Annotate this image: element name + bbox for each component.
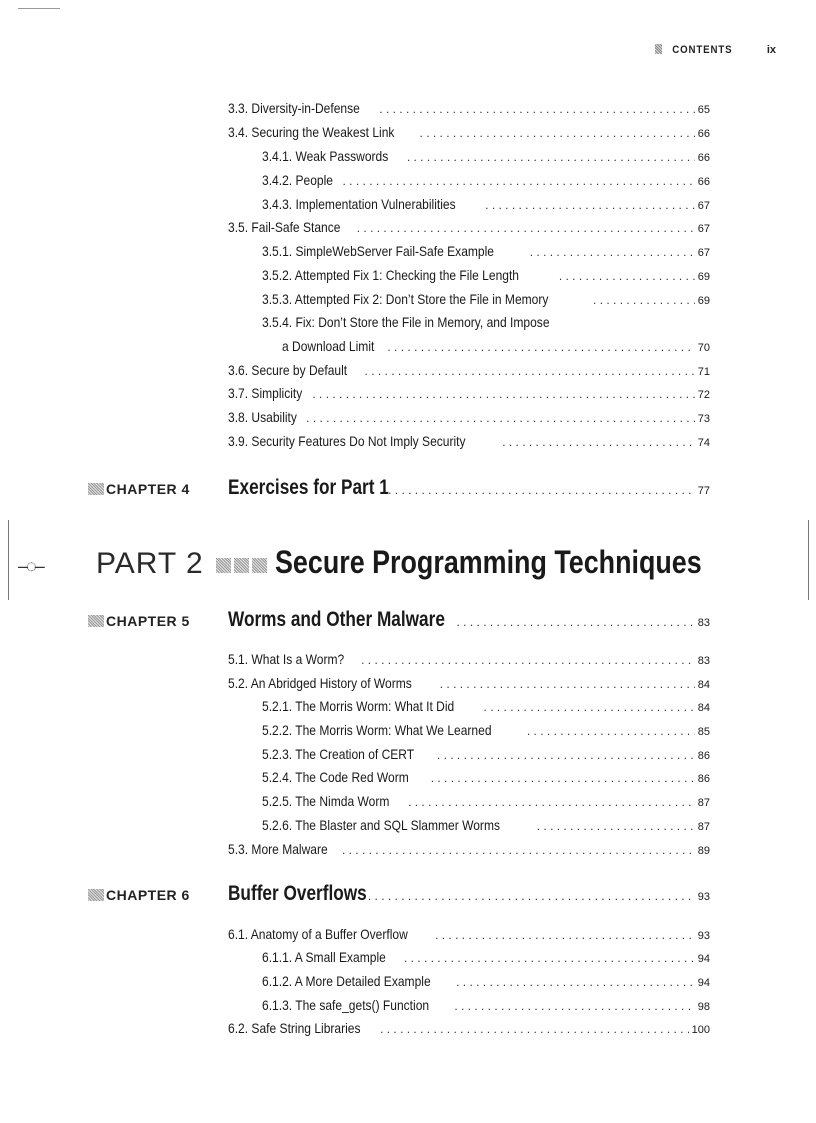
toc-entry-page: 87 xyxy=(697,821,710,833)
chapter-page: 83 xyxy=(697,617,710,629)
toc-entry-page: 98 xyxy=(697,1001,710,1013)
toc-entry-title: 3.5.2. Attempted Fix 1: Checking the File Length xyxy=(262,267,520,283)
toc-entry-title: 6.1. Anatomy of a Buffer Overflow xyxy=(228,926,408,942)
toc-entry-title: 3.6. Secure by Default xyxy=(228,362,348,378)
toc-entry-title: 3.3. Diversity-in-Defense xyxy=(228,100,360,116)
chapter-heading[interactable] xyxy=(228,882,710,906)
toc-entry[interactable] xyxy=(262,147,710,167)
running-head-label: CONTENTS xyxy=(672,44,733,56)
toc-entry-title: 3.5. Fail-Safe Stance xyxy=(228,219,341,235)
toc-entry-title: 6.1.1. A Small Example xyxy=(262,949,386,965)
toc-entry-page: 84 xyxy=(697,702,710,714)
chapter-title: Buffer Overflows xyxy=(228,882,367,905)
toc-entry-page: 86 xyxy=(697,750,710,762)
toc-entry-page: 83 xyxy=(697,655,710,667)
toc-entry-title: 5.2.2. The Morris Worm: What We Learned xyxy=(262,722,492,738)
toc-entry-continuation[interactable] xyxy=(282,337,710,357)
toc-entry[interactable] xyxy=(262,721,710,741)
square-bullet-icon xyxy=(88,889,104,901)
margin-line-left xyxy=(8,520,9,600)
toc-entry[interactable] xyxy=(262,171,710,191)
toc-entry[interactable] xyxy=(262,313,596,331)
chapter-page: 77 xyxy=(697,485,710,497)
toc-entry-title: 3.9. Security Features Do Not Imply Security xyxy=(228,433,466,449)
toc-entry-page: 72 xyxy=(697,389,710,401)
chapter-title: Exercises for Part 1 xyxy=(228,476,389,499)
toc-entry-title: 3.7. Simplicity xyxy=(228,385,303,401)
toc-entry-page: 70 xyxy=(697,342,710,354)
toc-entry[interactable] xyxy=(262,745,710,765)
toc-entry-title: 5.1. What Is a Worm? xyxy=(228,651,345,667)
toc-entry[interactable] xyxy=(262,266,710,286)
toc-entry-page: 94 xyxy=(697,953,710,965)
toc-entry-page: 69 xyxy=(697,295,710,307)
registration-mark-icon: –◌– xyxy=(18,556,43,576)
toc-entry-title: 3.4.2. People xyxy=(262,172,333,188)
toc-entry[interactable] xyxy=(228,218,710,238)
toc-entry-title: 5.2.5. The Nimda Worm xyxy=(262,793,390,809)
toc-entry-page: 87 xyxy=(697,797,710,809)
toc-entry-title: 5.2.3. The Creation of CERT xyxy=(262,746,415,762)
chapter-heading[interactable] xyxy=(228,608,710,632)
toc-entry[interactable] xyxy=(228,925,710,945)
toc-entry[interactable] xyxy=(262,242,710,262)
toc-entry-page: 84 xyxy=(697,679,710,691)
toc-entry[interactable] xyxy=(262,792,710,812)
toc-entry[interactable] xyxy=(228,408,710,428)
toc-entry[interactable] xyxy=(262,290,710,310)
part-separator-icon xyxy=(216,558,267,573)
chapter-heading[interactable] xyxy=(228,476,710,500)
toc-entry-page: 66 xyxy=(697,152,710,164)
toc-entry-title: 6.1.3. The safe_gets() Function xyxy=(262,997,430,1013)
chapter-label: CHAPTER 4 xyxy=(88,481,190,497)
chapter-label: CHAPTER 5 xyxy=(88,613,190,629)
toc-entry-title: 3.4.3. Implementation Vulnerabilities xyxy=(262,196,456,212)
page-number: ix xyxy=(766,44,776,56)
toc-entry[interactable] xyxy=(262,697,710,717)
toc-entry[interactable] xyxy=(228,384,710,404)
toc-entry[interactable] xyxy=(262,948,710,968)
toc-entry-title: 5.2.1. The Morris Worm: What It Did xyxy=(262,698,455,714)
part-title: Secure Programming Techniques xyxy=(274,544,702,580)
toc-entry[interactable] xyxy=(262,816,710,836)
toc-entry-page: 93 xyxy=(697,930,710,942)
square-bullet-icon xyxy=(88,483,104,495)
margin-line-right xyxy=(808,520,809,600)
toc-entry-title: 6.2. Safe String Libraries xyxy=(228,1020,361,1036)
toc-entry-page: 67 xyxy=(697,223,710,235)
square-bullet-icon xyxy=(88,615,104,627)
chapter-label: CHAPTER 6 xyxy=(88,887,190,903)
toc-entry-title: 5.2.4. The Code Red Worm xyxy=(262,769,409,785)
chapter-page: 93 xyxy=(697,891,710,903)
toc-entry[interactable] xyxy=(262,972,710,992)
toc-entry-page: 94 xyxy=(697,977,710,989)
part-label: PART 2 xyxy=(96,547,204,580)
toc-entry-page: 73 xyxy=(697,413,710,425)
toc-entry-title: 5.3. More Malware xyxy=(228,841,328,857)
toc-entry[interactable] xyxy=(262,996,710,1016)
toc-entry-page: 67 xyxy=(697,200,710,212)
toc-entry[interactable] xyxy=(228,432,710,452)
toc-entry-page: 69 xyxy=(697,271,710,283)
toc-entry[interactable] xyxy=(228,840,710,860)
toc-entry-title: 5.2. An Abridged History of Worms xyxy=(228,675,412,691)
toc-entry-page: 66 xyxy=(697,128,710,140)
toc-entry-title: 3.5.4. Fix: Don’t Store the File in Memory, and Impose xyxy=(262,314,550,330)
toc-entry[interactable] xyxy=(228,650,710,670)
toc-entry[interactable] xyxy=(228,674,710,694)
running-head xyxy=(655,44,776,56)
toc-entry[interactable] xyxy=(228,361,710,381)
toc-entry-page: 66 xyxy=(697,176,710,188)
crop-rule xyxy=(18,8,60,9)
toc-entry-page: 85 xyxy=(697,726,710,738)
toc-entry-title: 3.5.3. Attempted Fix 2: Don’t Store the File in Memory xyxy=(262,291,549,307)
square-bullet-icon xyxy=(655,44,662,54)
toc-entry[interactable] xyxy=(228,99,710,119)
toc-entry[interactable] xyxy=(228,123,710,143)
toc-entry-title: 3.4. Securing the Weakest Link xyxy=(228,124,395,140)
toc-entry-page: 86 xyxy=(697,773,710,785)
part-heading xyxy=(96,544,783,581)
chapter-title: Worms and Other Malware xyxy=(228,608,445,631)
toc-entry-page: 100 xyxy=(691,1024,710,1036)
toc-entry-title: 5.2.6. The Blaster and SQL Slammer Worms xyxy=(262,817,501,833)
toc-entry-page: 74 xyxy=(697,437,710,449)
toc-entry-title: 3.8. Usability xyxy=(228,409,297,425)
toc-entry-page: 71 xyxy=(697,366,710,378)
toc-entry[interactable] xyxy=(228,1019,710,1039)
toc-entry-title: 3.4.1. Weak Passwords xyxy=(262,148,389,164)
toc-entry-title: 3.5.1. SimpleWebServer Fail-Safe Example xyxy=(262,243,494,259)
toc-entry-title: a Download Limit xyxy=(282,338,375,354)
toc-entry[interactable] xyxy=(262,195,710,215)
toc-entry-page: 89 xyxy=(697,845,710,857)
toc-entry-title: 6.1.2. A More Detailed Example xyxy=(262,973,431,989)
toc-entry[interactable] xyxy=(262,768,710,788)
toc-entry-page: 67 xyxy=(697,247,710,259)
toc-entry-page: 65 xyxy=(697,104,710,116)
